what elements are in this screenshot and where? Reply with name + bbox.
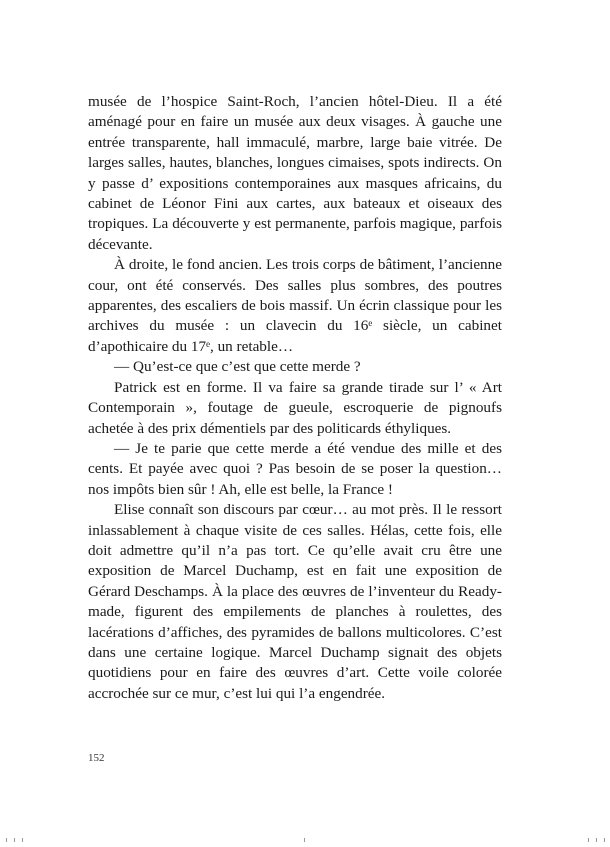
dialogue-line-question: — Qu’est-ce que c’est que cette merde ? [114, 358, 361, 376]
crop-mark [604, 838, 605, 842]
crop-mark [22, 838, 23, 842]
paragraph-old-building: À droite, le fond ancien. Les trois corps de bâtiment, l’ancienne cour, ont été conservés. Des salles plus sombres, des poutres apparentes, des escaliers de bois massif. Un écrin classique pour les archives du musée : un clavecin du 16ᵉ siècle, un cabinet d’apothicaire du 17ᵉ, un retable… [88, 256, 502, 355]
paragraph-museum-description: musée de l’hospice Saint-Roch, l’ancien hôtel-Dieu. Il a été aménagé pour en faire un musée aux deux visages. À gauche une entrée transparente, hall immaculé, marbre, large baie vitrée. De larges salles, hautes, blanches, longues cimaises, spots indirects. On y passe d’ expositions contemporaines aux masques africains, du cabinet de Léonor Fini aux cartes, aux bateaux et oiseaux des tropiques. La découverte y est permanente, parfois magique, parfois décevante. [88, 93, 502, 253]
dialogue-line-bet: — Je te parie que cette merde a été vendue des mille et des cents. Et payée avec quoi ? Pas besoin de se poser la question… nos impôts bien sûr ! Ah, elle est belle, la France ! [88, 439, 502, 498]
paragraph-patrick-tirade: Patrick est en forme. Il va faire sa grande tirade sur l’ « Art Contemporain », foutage de gueule, escroquerie de pignoufs achetée à des prix démentiels par des politicards éthyliques. [88, 378, 502, 437]
crop-mark [6, 838, 7, 842]
paragraph-elise: Elise connaît son discours par cœur… au mot près. Il le ressort inlassablement à chaque visite de ces salles. Hélas, cette fois, elle doit admettre qu’il n’a pas tort. Ce qu’elle avait cru être une exposition de Marcel Duchamp, est en fait une exposition de Gérard Deschamps. À la place des œuvres de l’inventeur du Ready-made, figurent des empilements de planches à roulettes, des lacérations d’affiches, des pyramides de ballons multicolores. C’est dans une certaine logique. Marcel Duchamp signait des objets quotidiens pour en faire des œuvres d’art. Cette voile colorée accrochée sur ce mur, c’est lui qui l’a engendrée. [88, 501, 502, 702]
crop-mark [14, 838, 15, 842]
crop-marks [0, 838, 610, 844]
page-number: 152 [88, 752, 105, 764]
crop-mark [304, 838, 305, 842]
body-text [88, 92, 502, 704]
crop-mark [596, 838, 597, 842]
crop-mark [588, 838, 589, 842]
